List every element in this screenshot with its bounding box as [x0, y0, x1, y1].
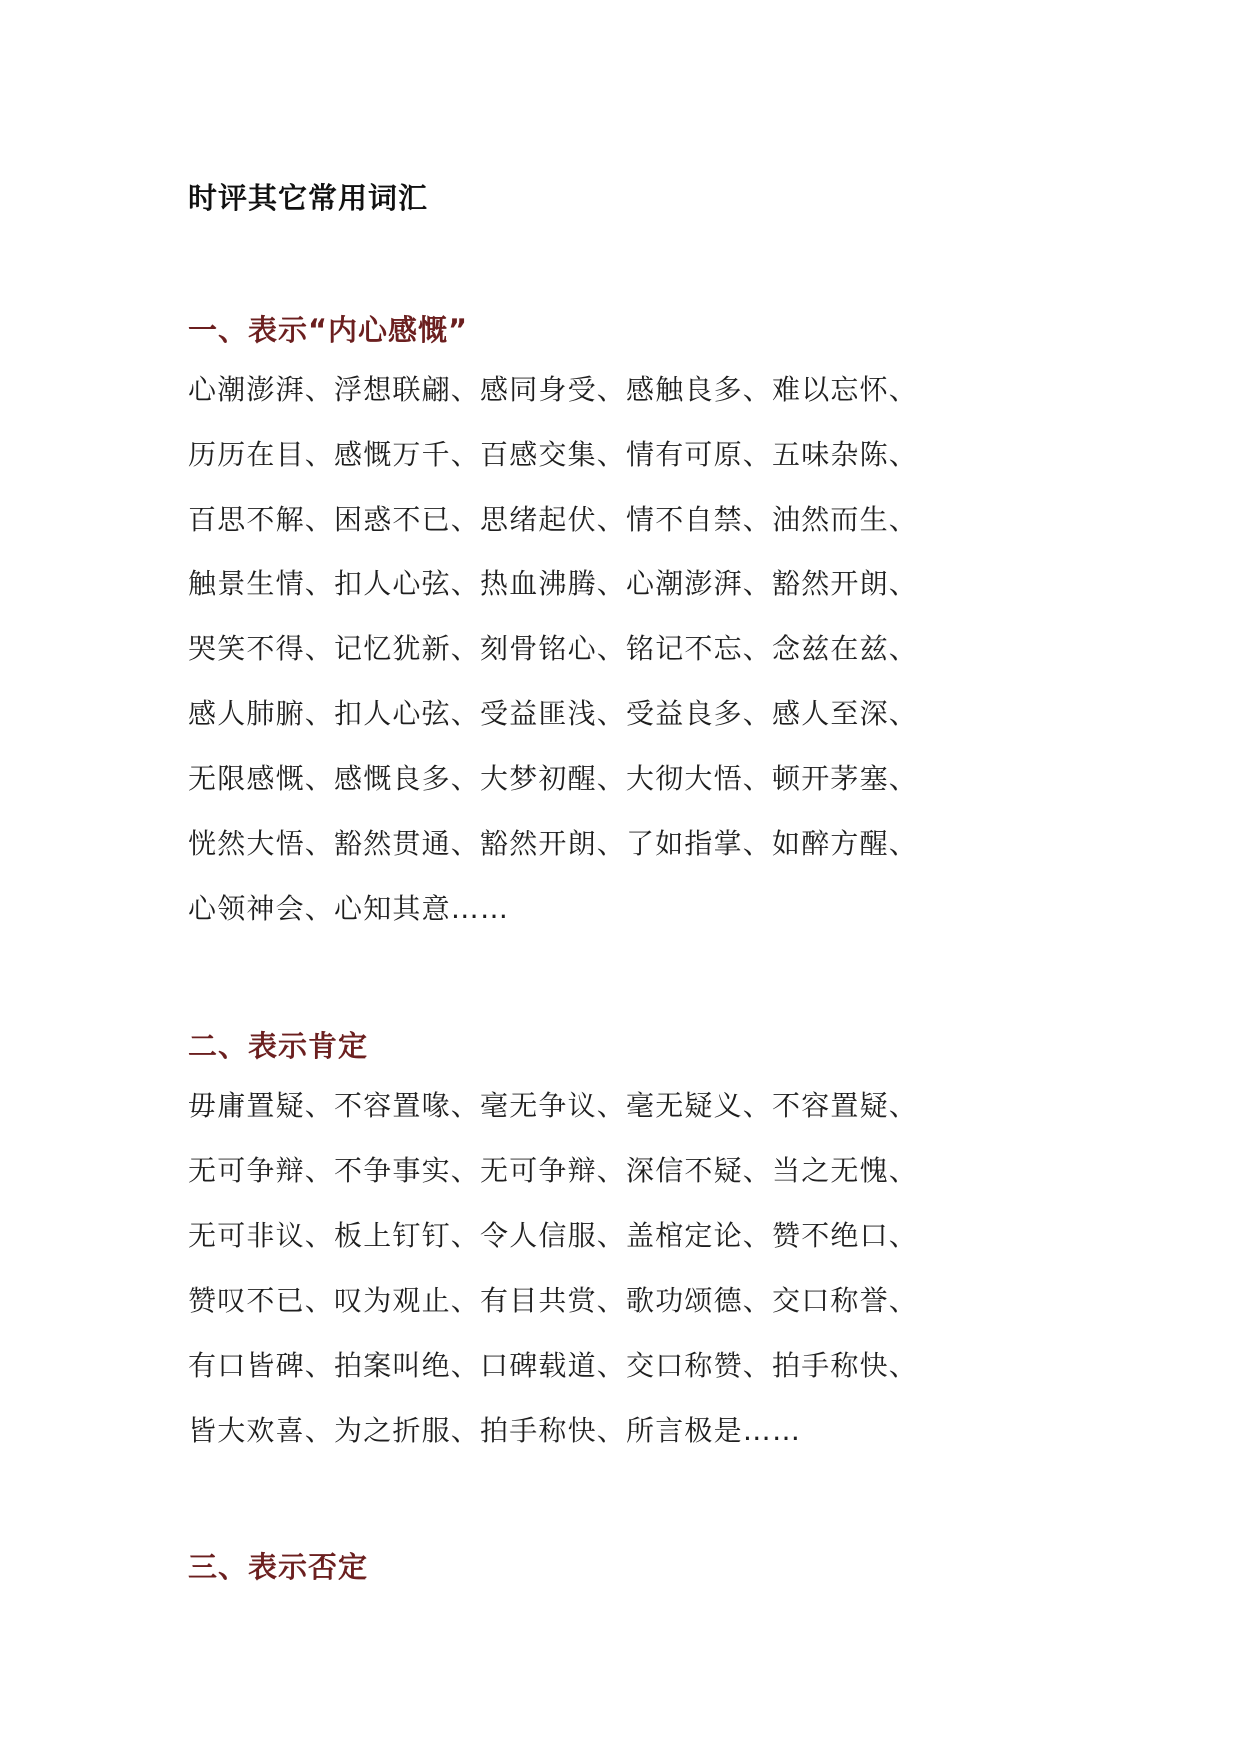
section-1-line: 感人肺腑、扣人心弦、受益匪浅、受益良多、感人至深、: [188, 697, 919, 730]
section-1-line: 恍然大悟、豁然贯通、豁然开朗、了如指掌、如醉方醒、: [188, 827, 919, 860]
section-2-line: 无可争辩、不争事实、无可争辩、深信不疑、当之无愧、: [188, 1154, 919, 1187]
section-2-line: 皆大欢喜、为之折服、拍手称快、所言极是……: [188, 1414, 802, 1447]
section-heading-negation: 三、表示否定: [188, 1550, 369, 1584]
section-1-line: 触景生情、扣人心弦、热血沸腾、心潮澎湃、豁然开朗、: [188, 567, 919, 600]
section-2-line: 赞叹不已、叹为观止、有目共赏、歌功颂德、交口称誉、: [188, 1284, 919, 1317]
section-1-line: 心潮澎湃、浮想联翩、感同身受、感触良多、难以忘怀、: [188, 373, 919, 406]
section-2-line: 毋庸置疑、不容置喙、毫无争议、毫无疑义、不容置疑、: [188, 1089, 919, 1122]
section-1-line: 历历在目、感慨万千、百感交集、情有可原、五味杂陈、: [188, 438, 919, 471]
section-heading-affirmation: 二、表示肯定: [188, 1029, 369, 1063]
section-2-line: 有口皆碑、拍案叫绝、口碑载道、交口称赞、拍手称快、: [188, 1349, 919, 1382]
section-2-line: 无可非议、板上钉钉、令人信服、盖棺定论、赞不绝口、: [188, 1219, 919, 1252]
section-1-line: 无限感慨、感慨良多、大梦初醒、大彻大悟、顿开茅塞、: [188, 762, 919, 795]
section-heading-inner-feelings: 一、表示“内心感慨”: [188, 313, 469, 347]
section-1-line: 心领神会、心知其意……: [188, 892, 510, 925]
document-title: 时评其它常用词汇: [188, 181, 429, 215]
section-1-line: 哭笑不得、记忆犹新、刻骨铭心、铭记不忘、念兹在兹、: [188, 632, 919, 665]
section-1-line: 百思不解、困惑不已、思绪起伏、情不自禁、油然而生、: [188, 503, 919, 536]
